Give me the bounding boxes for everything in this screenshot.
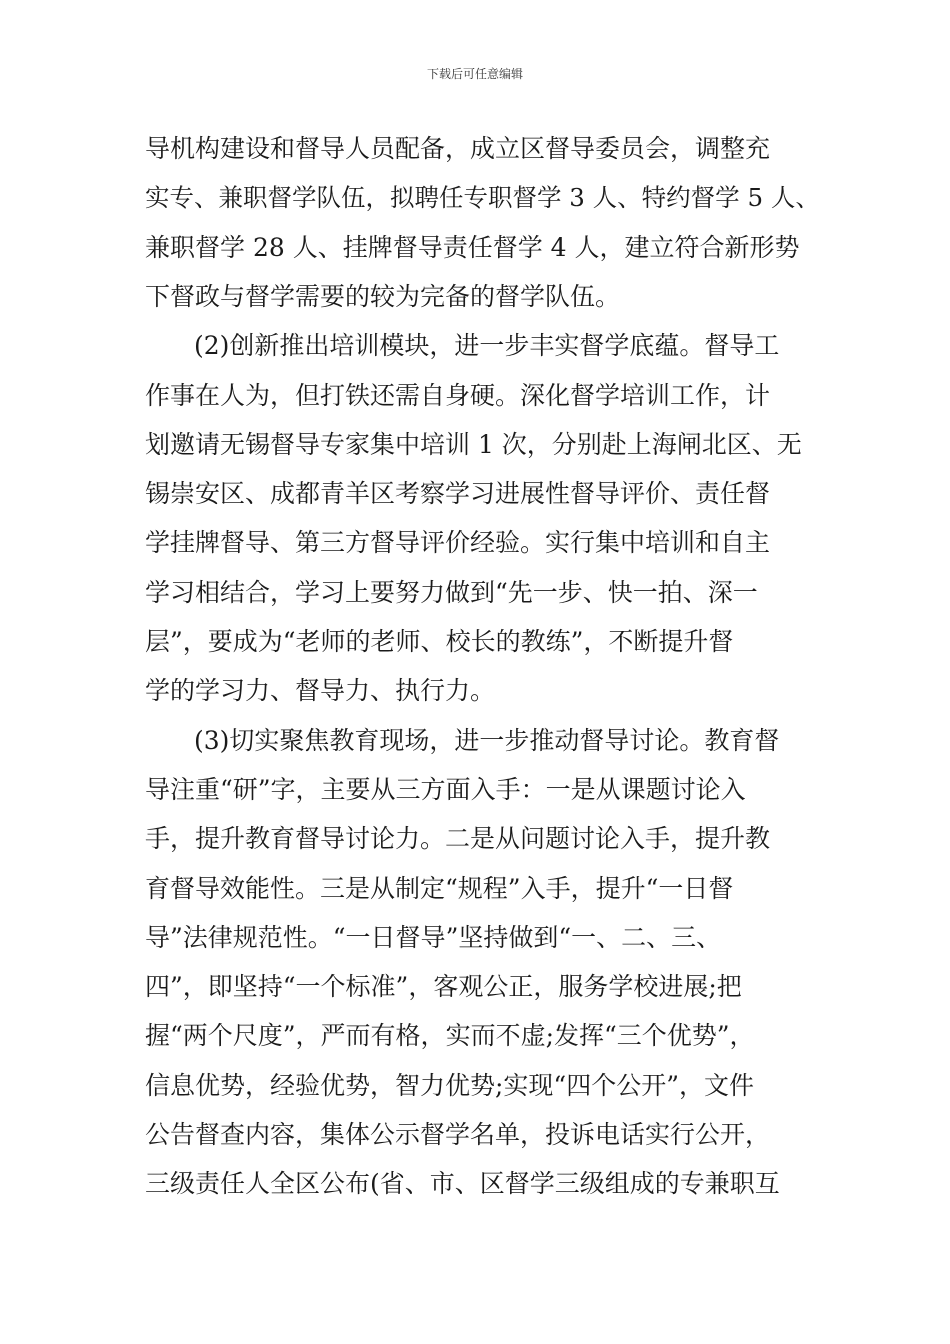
paragraph-line: 导注重“研”字，主要从三方面入手：一是从课题讨论入	[145, 774, 746, 804]
paragraph-line: 育督导效能性。三是从制定“规程”入手，提升“一日督	[145, 873, 734, 903]
paragraph-line: 三级责任人全区公布(省、市、区督学三级组成的专兼职互	[145, 1169, 780, 1199]
paragraph-line: (2)创新推出培训模块，进一步丰实督学底蕴。督导工	[194, 331, 780, 361]
paragraph-line: 学挂牌督导、第三方督导评价经验。实行集中培训和自主	[145, 528, 771, 558]
paragraph-line: 实专、兼职督学队伍，拟聘任专职督学 3 人、特约督学 5 人、	[145, 183, 820, 213]
paragraph-line: 划邀请无锡督导专家集中培训 1 次，分别赴上海闸北区、无	[145, 429, 802, 459]
paragraph-line: 下督政与督学需要的较为完备的督学队伍。	[145, 281, 621, 311]
page-header-note: 下载后可任意编辑	[426, 67, 523, 81]
paragraph-line: 层”，要成为“老师的老师、校长的教练”，不断提升督	[145, 627, 734, 656]
paragraph-line: 公告督查内容，集体公示督学名单，投诉电话实行公开，	[145, 1120, 771, 1149]
paragraph-line: 兼职督学 28 人、挂牌督导责任督学 4 人，建立符合新形势	[145, 232, 800, 262]
paragraph-line: 导”法律规范性。“一日督导”坚持做到“一、二、三、	[145, 922, 722, 952]
paragraph-line: 导机构建设和督导人员配备，成立区督导委员会，调整充	[145, 134, 771, 163]
paragraph-line: 锡崇安区、成都青羊区考察学习进展性督导评价、责任督	[145, 479, 771, 509]
paragraph-line: 四”，即坚持“一个标准”，客观公正，服务学校进展;把	[145, 972, 742, 1002]
paragraph-line: 作事在人为，但打铁还需自身硬。深化督学培训工作，计	[145, 380, 771, 410]
paragraph-line: (3)切实聚焦教育现场，进一步推动督导讨论。教育督	[194, 725, 780, 755]
paragraph-line: 信息优势，经验优势，智力优势;实现“四个公开”，文件	[145, 1070, 754, 1100]
paragraph-line: 学习相结合，学习上要努力做到“先一步、快一拍、深一	[145, 577, 758, 607]
paragraph-line: 学的学习力、督导力、执行力。	[145, 676, 496, 706]
paragraph-line: 握“两个尺度”，严而有格，实而不虚;发挥“三个优势”，	[145, 1021, 755, 1051]
paragraph-line: 手，提升教育督导讨论力。二是从问题讨论入手，提升教	[145, 824, 771, 854]
